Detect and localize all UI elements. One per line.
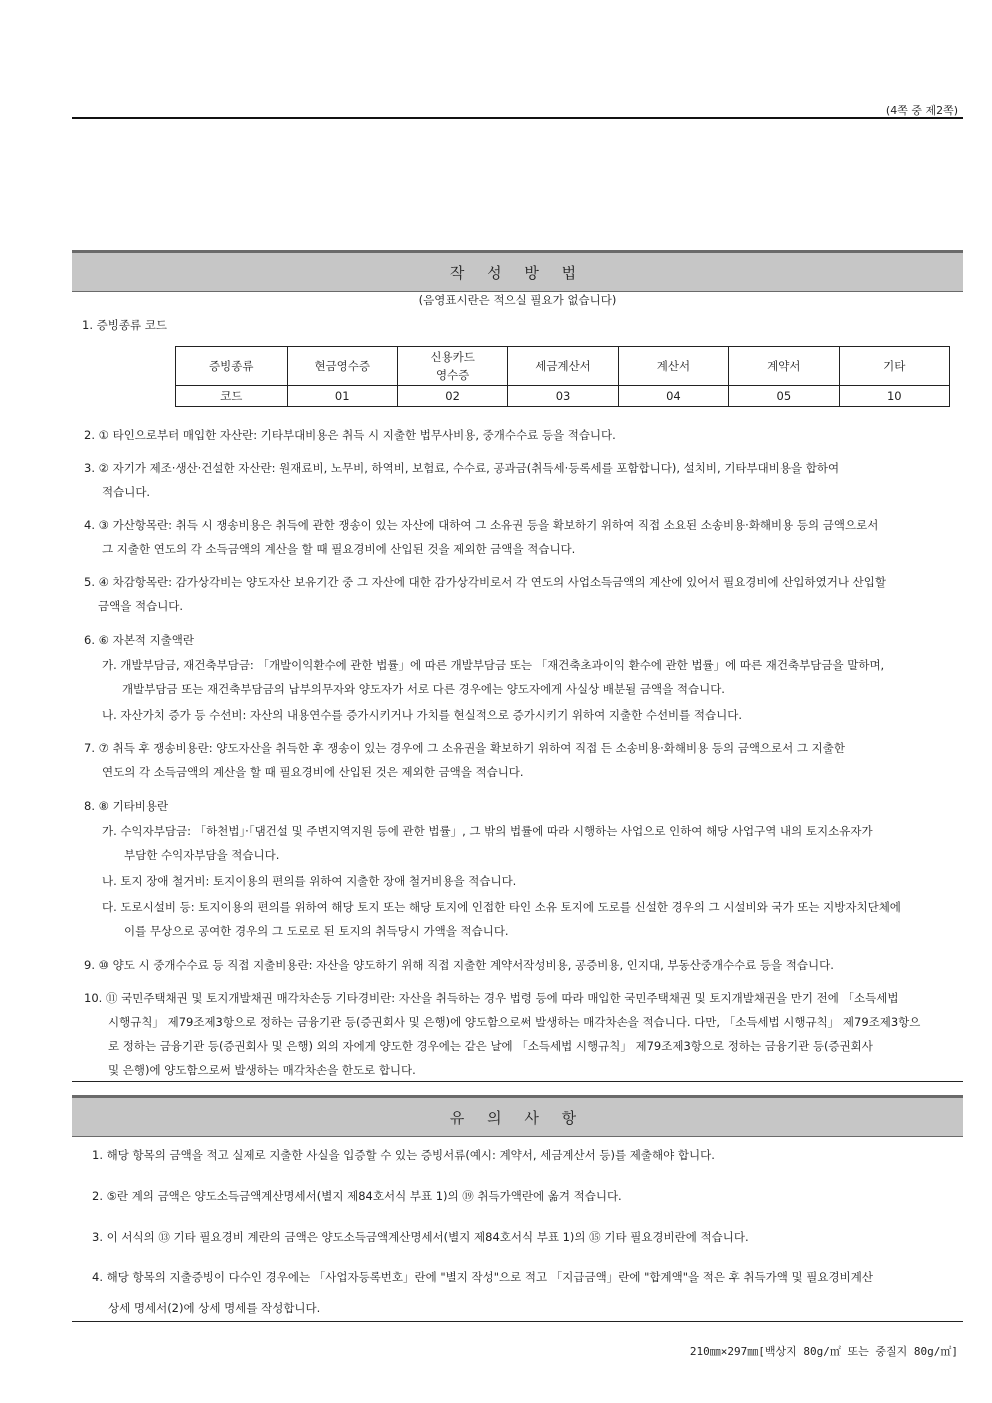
table-header-cell: 계산서 — [618, 347, 728, 386]
item-8c-line-2: 이를 무상으로 공여한 경우의 그 도로로 된 토지의 취득당시 가액을 적습니다. — [124, 924, 509, 938]
item-6: 6. ⑥ 자본적 지출액란 — [84, 633, 195, 647]
method-section-title: 작 성 방 법 — [72, 250, 963, 292]
section-divider — [72, 1081, 963, 1082]
item-8a-line-2: 부담한 수익자부담을 적습니다. — [124, 848, 280, 862]
item-3-line-1: 3. ② 자기가 제조·생산·건설한 자산란: 원재료비, 노무비, 하역비, 보험료, 수수료, 공과금(취득세·등록세를 포함합니다), 설치비, 기타부대비용을 합하여 — [84, 461, 840, 475]
table-header-cell: 계약서 — [729, 347, 839, 386]
shading-note: (음영표시란은 적으실 필요가 없습니다) — [418, 293, 617, 307]
caution-item-2: 2. ⑤란 계의 금액은 양도소득금액계산명세서(별지 제84호서식 부표 1)의 ⑲ 취득가액란에 옮겨 적습니다. — [92, 1189, 622, 1203]
item-10-line-1: 10. ⑪ 국민주택채권 및 토지개발채권 매각차손등 기타경비란: 자산을 취득하는 경우 법령 등에 따라 매입한 국민주택채권 및 토지개발채권을 만기 전에 「소득세법 — [84, 991, 899, 1005]
table-header-cell: 신용카드 영수증 — [397, 347, 507, 386]
item-5-line-2: 금액을 적습니다. — [98, 599, 184, 613]
table-header-cell: 세금계산서 — [508, 347, 618, 386]
caution-item-3: 3. 이 서식의 ⑬ 기타 필요경비 계란의 금액은 양도소득금액계산명세서(별지 제84호서식 부표 1)의 ⑮ 기타 필요경비란에 적습니다. — [92, 1230, 749, 1244]
item-10-line-2: 시행규칙」 제79조제3항으로 정하는 금융기관 등(증권회사 및 은행)에 양도함으로써 발생하는 매각차손을 적습니다. 다만, 「소득세법 시행규칙」 제79조제3항으 — [108, 1015, 921, 1029]
item-7-line-1: 7. ⑦ 취득 후 쟁송비용란: 양도자산을 취득한 후 쟁송이 있는 경우에 그 소유권을 확보하기 위하여 직접 든 소송비용·화해비용 등의 금액으로서 그 지출한 — [84, 741, 846, 755]
caution-item-4-line-1: 4. 해당 항목의 지출증빙이 다수인 경우에는 「사업자등록번호」란에 "별지 작성"으로 적고 「지급금액」란에 "합계액"을 적은 후 취득가액 및 필요경비계산 — [92, 1270, 873, 1284]
item-2: 2. ① 타인으로부터 매입한 자산란: 기타부대비용은 취득 시 지출한 법무사비용, 중개수수료 등을 적습니다. — [84, 428, 616, 442]
item-1-label: 1. 증빙종류 코드 — [82, 318, 167, 332]
table-cell: 02 — [397, 386, 507, 407]
table-cell: 03 — [508, 386, 618, 407]
table-header-cell: 현금영수증 — [287, 347, 397, 386]
table-header-cell: 기타 — [839, 347, 949, 386]
item-10-line-3: 로 정하는 금융기관 등(증권회사 및 은행) 외의 자에게 양도한 경우에는 같은 날에 「소득세법 시행규칙」 제79조제3항으로 정하는 금융기관 등(증권회사 — [108, 1039, 873, 1053]
table-cell: 코드 — [176, 386, 288, 407]
table-cell: 04 — [618, 386, 728, 407]
table-header-row — [176, 347, 950, 386]
item-6b: 나. 자산가치 증가 등 수선비: 자산의 내용연수를 증가시키거나 가치를 현실적으로 증가시키기 위하여 지출한 수선비를 적습니다. — [102, 708, 743, 722]
paper-spec: 210㎜×297㎜[백상지 80g/㎡ 또는 중질지 80g/㎡] — [689, 1345, 958, 1358]
item-10-line-4: 및 은행)에 양도함으로써 발생하는 매각차손을 한도로 합니다. — [108, 1063, 416, 1077]
item-4-line-1: 4. ③ 가산항목란: 취득 시 쟁송비용은 취득에 관한 쟁송이 있는 자산에 대하여 그 소유권 등을 확보하기 위하여 직접 소요된 소송비용·화해비용 등의 금액으로서 — [84, 518, 879, 532]
item-5-line-1: 5. ④ 차감항목란: 감가상각비는 양도자산 보유기간 중 그 자산에 대한 감가상각비로서 각 연도의 사업소득금액의 계산에 있어서 필요경비에 산입하였거나 산입할 — [84, 575, 886, 589]
top-divider — [72, 117, 963, 119]
table-header-cell: 증빙종류 — [176, 347, 288, 386]
caution-item-1: 1. 해당 항목의 금액을 적고 실제로 지출한 사실을 입증할 수 있는 증빙서류(예시: 계약서, 세금계산서 등)를 제출해야 합니다. — [92, 1148, 715, 1162]
item-9: 9. ⑩ 양도 시 중개수수료 등 직접 지출비용란: 자산을 양도하기 위해 직접 지출한 계약서작성비용, 공증비용, 인지대, 부동산중개수수료 등을 적습니다. — [84, 958, 834, 972]
item-6a-line-1: 가. 개발부담금, 재건축부담금: 「개발이익환수에 관한 법률」에 따른 개발부담금 또는 「재건축초과이익 환수에 관한 법률」에 따른 재건축부담금을 말하며, — [102, 658, 885, 672]
page-indicator: (4쪽 중 제2쪽) — [885, 104, 958, 117]
table-row — [176, 386, 950, 407]
item-8: 8. ⑧ 기타비용란 — [84, 799, 169, 813]
item-8a-line-1: 가. 수익자부담금: 「하천법」·「댐건설 및 주변지역지원 등에 관한 법률」, 그 밖의 법률에 따라 시행하는 사업으로 인하여 해당 사업구역 내의 토지소유자가 — [102, 824, 873, 838]
item-6a-line-2: 개발부담금 또는 재건축부담금의 납부의무자와 양도자가 서로 다른 경우에는 양도자에게 사실상 배분될 금액을 적습니다. — [122, 682, 725, 696]
caution-section-title: 유 의 사 항 — [72, 1095, 963, 1137]
table-cell: 05 — [729, 386, 839, 407]
caution-item-4-line-2: 상세 명세서(2)에 상세 명세를 작성합니다. — [108, 1301, 321, 1315]
item-3-line-2: 적습니다. — [102, 485, 151, 499]
item-7-line-2: 연도의 각 소득금액의 계산을 할 때 필요경비에 산입된 것은 제외한 금액을 적습니다. — [102, 765, 524, 779]
bottom-divider — [72, 1321, 963, 1322]
table-cell: 01 — [287, 386, 397, 407]
table-cell: 10 — [839, 386, 949, 407]
item-8b: 나. 토지 장애 철거비: 토지이용의 편의를 위하여 지출한 장애 철거비용을 적습니다. — [102, 874, 517, 888]
item-8c-line-1: 다. 도로시설비 등: 토지이용의 편의를 위하여 해당 토지 또는 해당 토지에 인접한 타인 소유 토지에 도로를 신설한 경우의 그 시설비와 국가 또는 지방자치단체에 — [102, 900, 901, 914]
evidence-code-table — [175, 346, 950, 407]
item-4-line-2: 그 지출한 연도의 각 소득금액의 계산을 할 때 필요경비에 산입된 것을 제외한 금액을 적습니다. — [102, 542, 576, 556]
